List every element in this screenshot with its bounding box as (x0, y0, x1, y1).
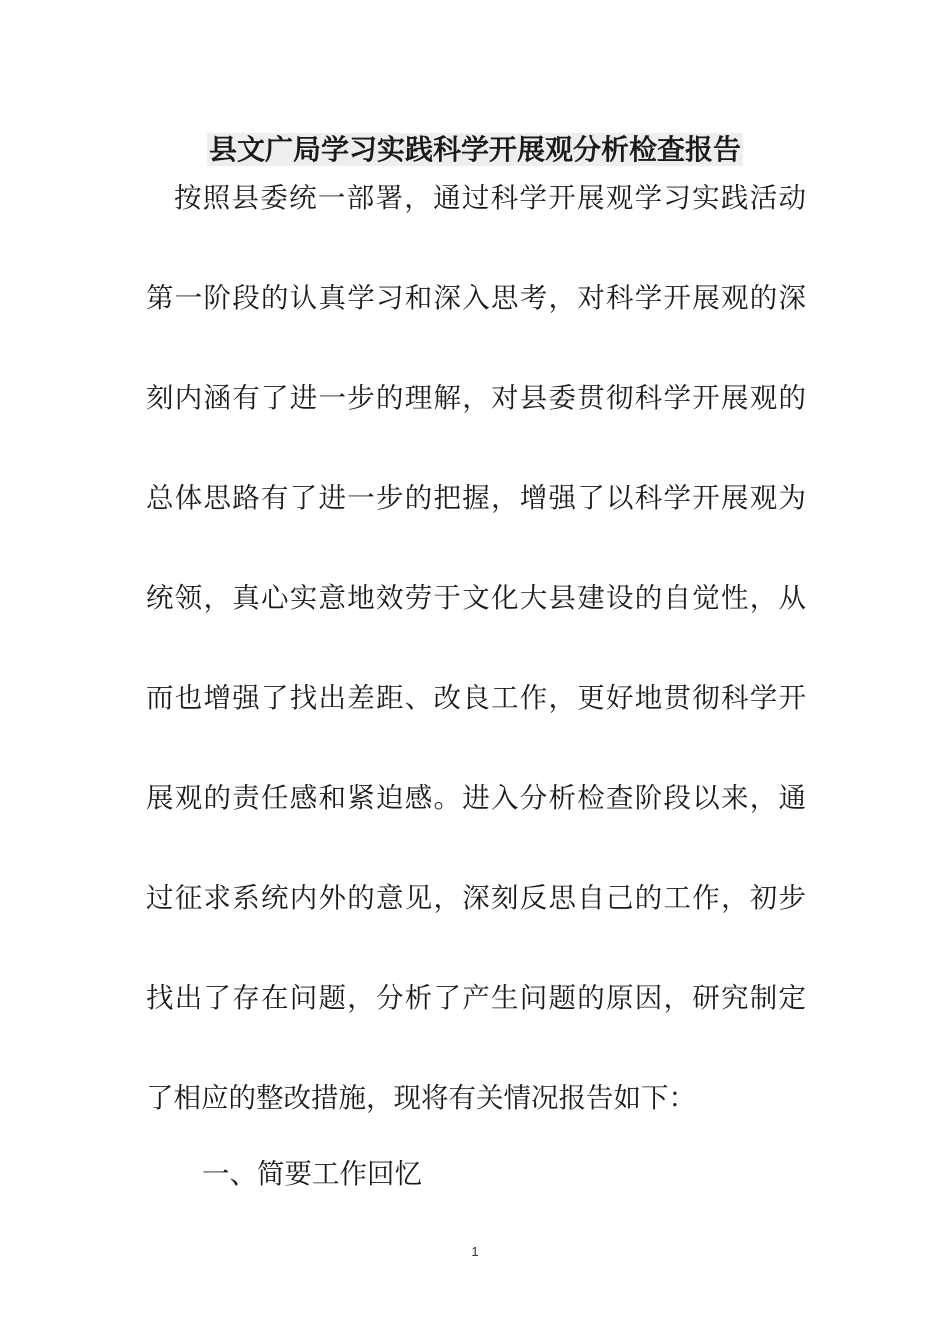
document-title-text: 县文广局学习实践科学开展观分析检查报告 (208, 133, 741, 166)
paragraph-line: 找出了存在问题，分析了产生问题的原因，研究制定 (146, 982, 806, 1014)
paragraph-line: 统领，真心实意地效劳于文化大县建设的自觉性，从 (146, 582, 806, 614)
paragraph-line: 展观的责任感和紧迫感。进入分析检查阶段以来，通 (146, 782, 806, 814)
paragraph-line: 刻内涵有了进一步的理解，对县委贯彻科学开展观的 (146, 382, 806, 414)
page-number: 1 (471, 1244, 479, 1259)
paragraph-line: 第一阶段的认真学习和深入思考，对科学开展观的深 (146, 282, 806, 314)
paragraph-line: 过征求系统内外的意见，深刻反思自己的工作，初步 (146, 882, 806, 914)
paragraph-line: 总体思路有了进一步的把握，增强了以科学开展观为 (146, 482, 806, 514)
document-title (0, 128, 950, 172)
paragraph-line: 了相应的整改措施，现将有关情况报告如下： (146, 1082, 696, 1114)
paragraph-line: 按照县委统一部署，通过科学开展观学习实践活动 (174, 182, 806, 214)
paragraph-line: 而也增强了找出差距、改良工作，更好地贯彻科学开 (146, 682, 806, 714)
section-heading: 一、简要工作回忆 (202, 1158, 422, 1190)
